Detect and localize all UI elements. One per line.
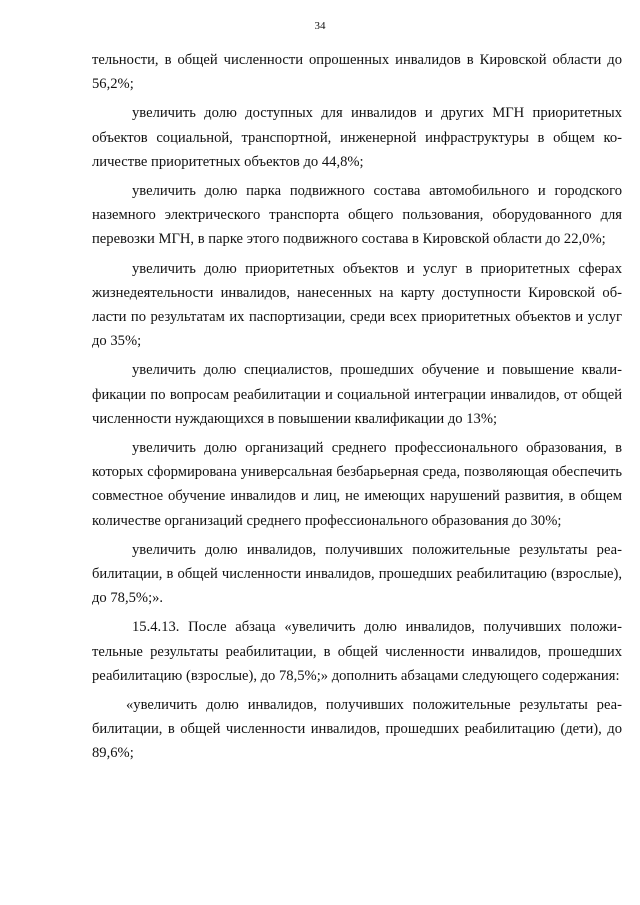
paragraph-accessibility-map: увеличить долю приоритетных объектов и услуг в приоритетных сферах жизнедеятельности инвалидов, нанесенных на карту доступности Кировской области по результатам их паспортизации, среди всех приоритетных объектов и услуг до 35%; bbox=[92, 260, 622, 350]
paragraph-rehabilitation-adults: увеличить долю инвалидов, получивших положительные результаты реабилитации, в общей численности инвалидов, прошедших реабилитацию (взрослые), до 78,5%;». bbox=[92, 541, 622, 607]
paragraph-continuation: тельности, в общей численности опрошенных инвалидов в Кировской области до 56,2%; bbox=[92, 52, 622, 93]
paragraph-accessible-objects: увеличить долю доступных для инвалидов и других МГН приоритетных объектов социальной, транспортной, инженерной инфраструктуры в общем количестве приоритетных объектов до 44,8%; bbox=[92, 105, 622, 170]
paragraph-vocational-education: увеличить долю организаций среднего профессионального образования, в которых сформирована универсальная безбарьерная среда, позволяющая обеспечить совместное обучение инвалидов и лиц, не имеющих нарушений развития, в общем количестве организаций среднего профессионального образования до 30%; bbox=[92, 440, 622, 529]
document-body bbox=[92, 48, 622, 771]
paragraph-section-15-4-13: 15.4.13. После абзаца «увеличить долю инвалидов, получивших положительные результаты реабилитации, в общей численности инвалидов, прошедших реабилитацию (взрослые), до 78,5%;» дополнить абзацами следующего содержания: bbox=[92, 619, 622, 684]
paragraph-specialist-training: увеличить долю специалистов, прошедших обучение и повышение квалификации по вопросам реабилитации и социальной интеграции инвалидов, от общей численности нуждающихся в повышении квалификации до 13%; bbox=[92, 362, 622, 427]
paragraph-transport-fleet: увеличить долю парка подвижного состава автомобильного и городского наземного электрического транспорта общего пользования, оборудованного для перевозки МГН, в парке этого подвижного состава в Кировской области до 22,0%; bbox=[92, 183, 622, 248]
paragraph-rehabilitation-children: «увеличить долю инвалидов, получивших положительные результаты реабилитации, в общей численности инвалидов, прошедших реабилитацию (дети), до 89,6%; bbox=[92, 697, 622, 762]
page-number: 34 bbox=[314, 20, 326, 32]
